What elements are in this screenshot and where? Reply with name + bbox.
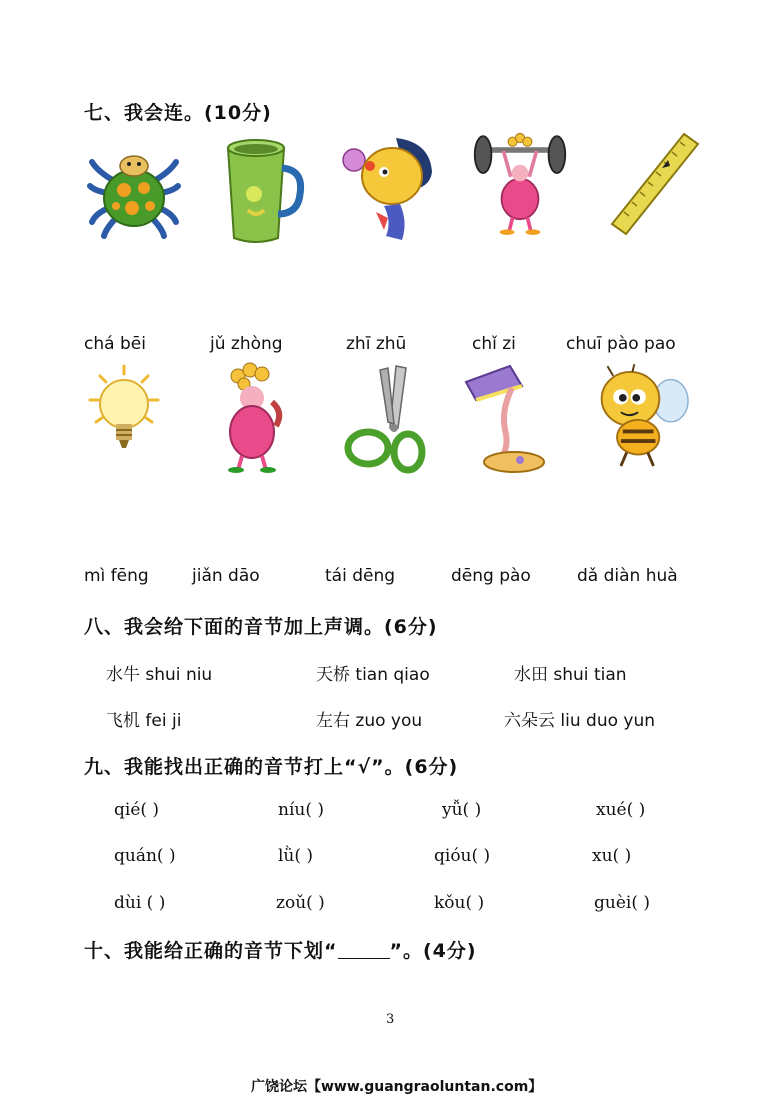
word-item — [316, 706, 422, 731]
scissors-icon — [340, 362, 436, 478]
bee-icon — [594, 360, 690, 476]
pinyin-label: chuī pào pao — [566, 334, 676, 354]
section-10-title-end: ”。(4分) — [389, 940, 477, 962]
syllable-option[interactable]: zoǔ( ) — [276, 893, 325, 913]
syllable-option[interactable]: xué( ) — [596, 800, 646, 820]
word-hanzi: 左右 — [316, 711, 350, 731]
word-item — [504, 706, 655, 731]
ruler-icon — [606, 130, 702, 246]
word-pinyin: zuo you — [355, 711, 423, 731]
syllable-option[interactable]: qié( ) — [114, 800, 160, 820]
section-9-title: 九、我能找出正确的音节打上“√”。(6分) — [84, 756, 459, 778]
word-hanzi: 天桥 — [316, 665, 350, 685]
section-8-title: 八、我会给下面的音节加上声调。(6分) — [84, 616, 438, 638]
syllable-option[interactable]: qióu( ) — [434, 846, 491, 866]
syllable-option[interactable]: kǒu( ) — [434, 893, 485, 913]
word-hanzi: 水牛 — [106, 665, 140, 685]
section-10-title-start: 十、我能给正确的音节下划“ — [84, 940, 338, 962]
pinyin-label: mì fēng — [84, 566, 149, 586]
word-item — [106, 660, 212, 685]
pinyin-label: jǔ zhòng — [210, 334, 283, 354]
footer-text: 广饶论坛【www.guangraoluntan.com】 — [251, 1079, 543, 1095]
syllable-option[interactable]: quán( ) — [114, 846, 176, 866]
word-pinyin: liu duo yun — [560, 711, 656, 731]
section-7-title: 七、我会连。(10分) — [84, 102, 272, 124]
syllable-option[interactable]: yǚ( ) — [442, 800, 482, 820]
spider-icon — [86, 132, 182, 248]
word-pinyin: shui niu — [145, 665, 213, 685]
weightlifter-icon — [472, 128, 568, 244]
underline-blank — [338, 940, 390, 959]
pinyin-label: jiǎn dāo — [192, 566, 260, 586]
pinyin-label: tái dēng — [325, 566, 396, 586]
pinyin-label: zhī zhū — [346, 334, 407, 354]
page-number: 3 — [386, 1012, 395, 1027]
lightbulb-icon — [86, 362, 182, 478]
word-hanzi: 水田 — [514, 665, 548, 685]
word-hanzi: 飞机 — [106, 711, 140, 731]
cup-icon — [214, 134, 310, 250]
word-pinyin: fei ji — [145, 711, 182, 731]
syllable-option[interactable]: guèi( ) — [594, 893, 650, 913]
word-item — [514, 660, 627, 685]
syllable-option[interactable]: xu( ) — [592, 846, 632, 866]
pinyin-label: chǐ zi — [472, 334, 516, 354]
section-10-title — [84, 936, 477, 963]
word-pinyin: tian qiao — [355, 665, 430, 685]
pinyin-label: chá bēi — [84, 334, 146, 354]
word-hanzi: 六朵云 — [504, 711, 555, 731]
syllable-option[interactable]: dùi ( ) — [114, 893, 166, 913]
word-item — [106, 706, 181, 731]
syllable-option[interactable]: níu( ) — [278, 800, 325, 820]
pinyin-label: dǎ diàn huà — [577, 566, 678, 586]
bubble-blowing-icon — [340, 132, 436, 248]
pinyin-label: dēng pào — [451, 566, 531, 586]
desk-lamp-icon — [462, 362, 558, 478]
phone-caller-icon — [214, 362, 310, 478]
word-pinyin: shui tian — [553, 665, 627, 685]
word-item — [316, 660, 430, 685]
syllable-option[interactable]: lǜ( ) — [278, 846, 314, 866]
